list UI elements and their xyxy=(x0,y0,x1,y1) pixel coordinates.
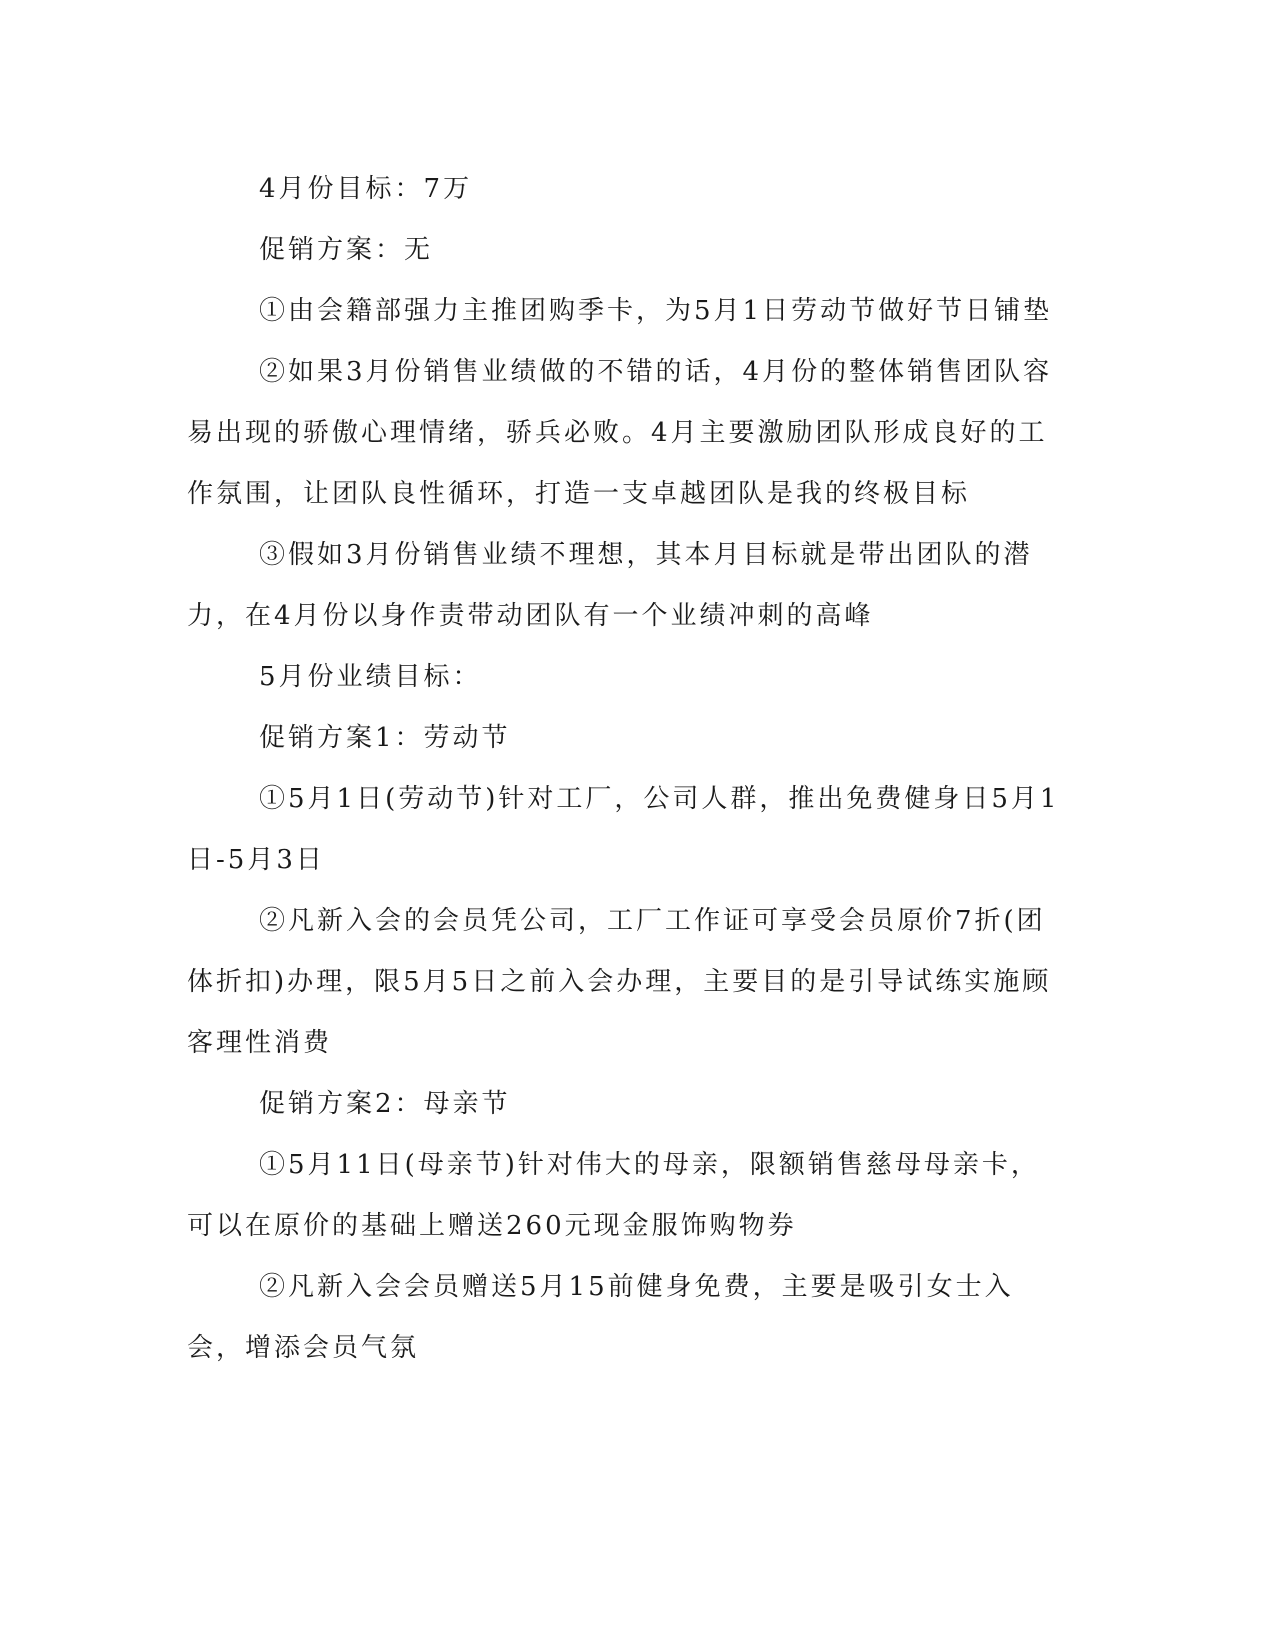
paragraph-april-promotion: 促销方案：无 xyxy=(259,235,434,265)
paragraph-april-item-1: ①由会籍部强力主推团购季卡，为5月1日劳动节做好节日铺垫 xyxy=(259,296,1053,326)
paragraph-may-target: 5月份业绩目标： xyxy=(259,662,482,692)
paragraph-april-item-2: ②如果3月份销售业绩做的不错的话，4月份的整体销售团队容易出现的骄傲心理情绪，骄兵必败。4月主要激励团队形成良好的工作氛围，让团队良性循环，打造一支卓越团队是我的终极目标 xyxy=(187,357,1053,509)
document-body xyxy=(187,159,1067,1379)
paragraph-may-promo2-item-2: ②凡新入会会员赠送5月15前健身免费，主要是吸引女士入会，增添会员气氛 xyxy=(187,1272,1014,1363)
paragraph-may-promo1-item-2: ②凡新入会的会员凭公司，工厂工作证可享受会员原价7折(团体折扣)办理，限5月5日之前入会办理，主要目的是引导试练实施顾客理性消费 xyxy=(187,906,1052,1058)
paragraph-may-promotion-1: 促销方案1：劳动节 xyxy=(259,723,511,753)
paragraph-april-item-3: ③假如3月份销售业绩不理想，其本月目标就是带出团队的潜力，在4月份以身作责带动团队有一个业绩冲刺的高峰 xyxy=(187,540,1033,631)
paragraph-may-promotion-2: 促销方案2：母亲节 xyxy=(259,1089,511,1119)
paragraph-may-promo1-item-1: ①5月1日(劳动节)针对工厂，公司人群，推出免费健身日5月1日-5月3日 xyxy=(187,784,1060,875)
paragraph-april-target: 4月份目标：7万 xyxy=(259,174,473,204)
paragraph-may-promo2-item-1: ①5月11日(母亲节)针对伟大的母亲，限额销售慈母母亲卡，可以在原价的基础上赠送260元现金服饰购物券 xyxy=(187,1150,1040,1241)
